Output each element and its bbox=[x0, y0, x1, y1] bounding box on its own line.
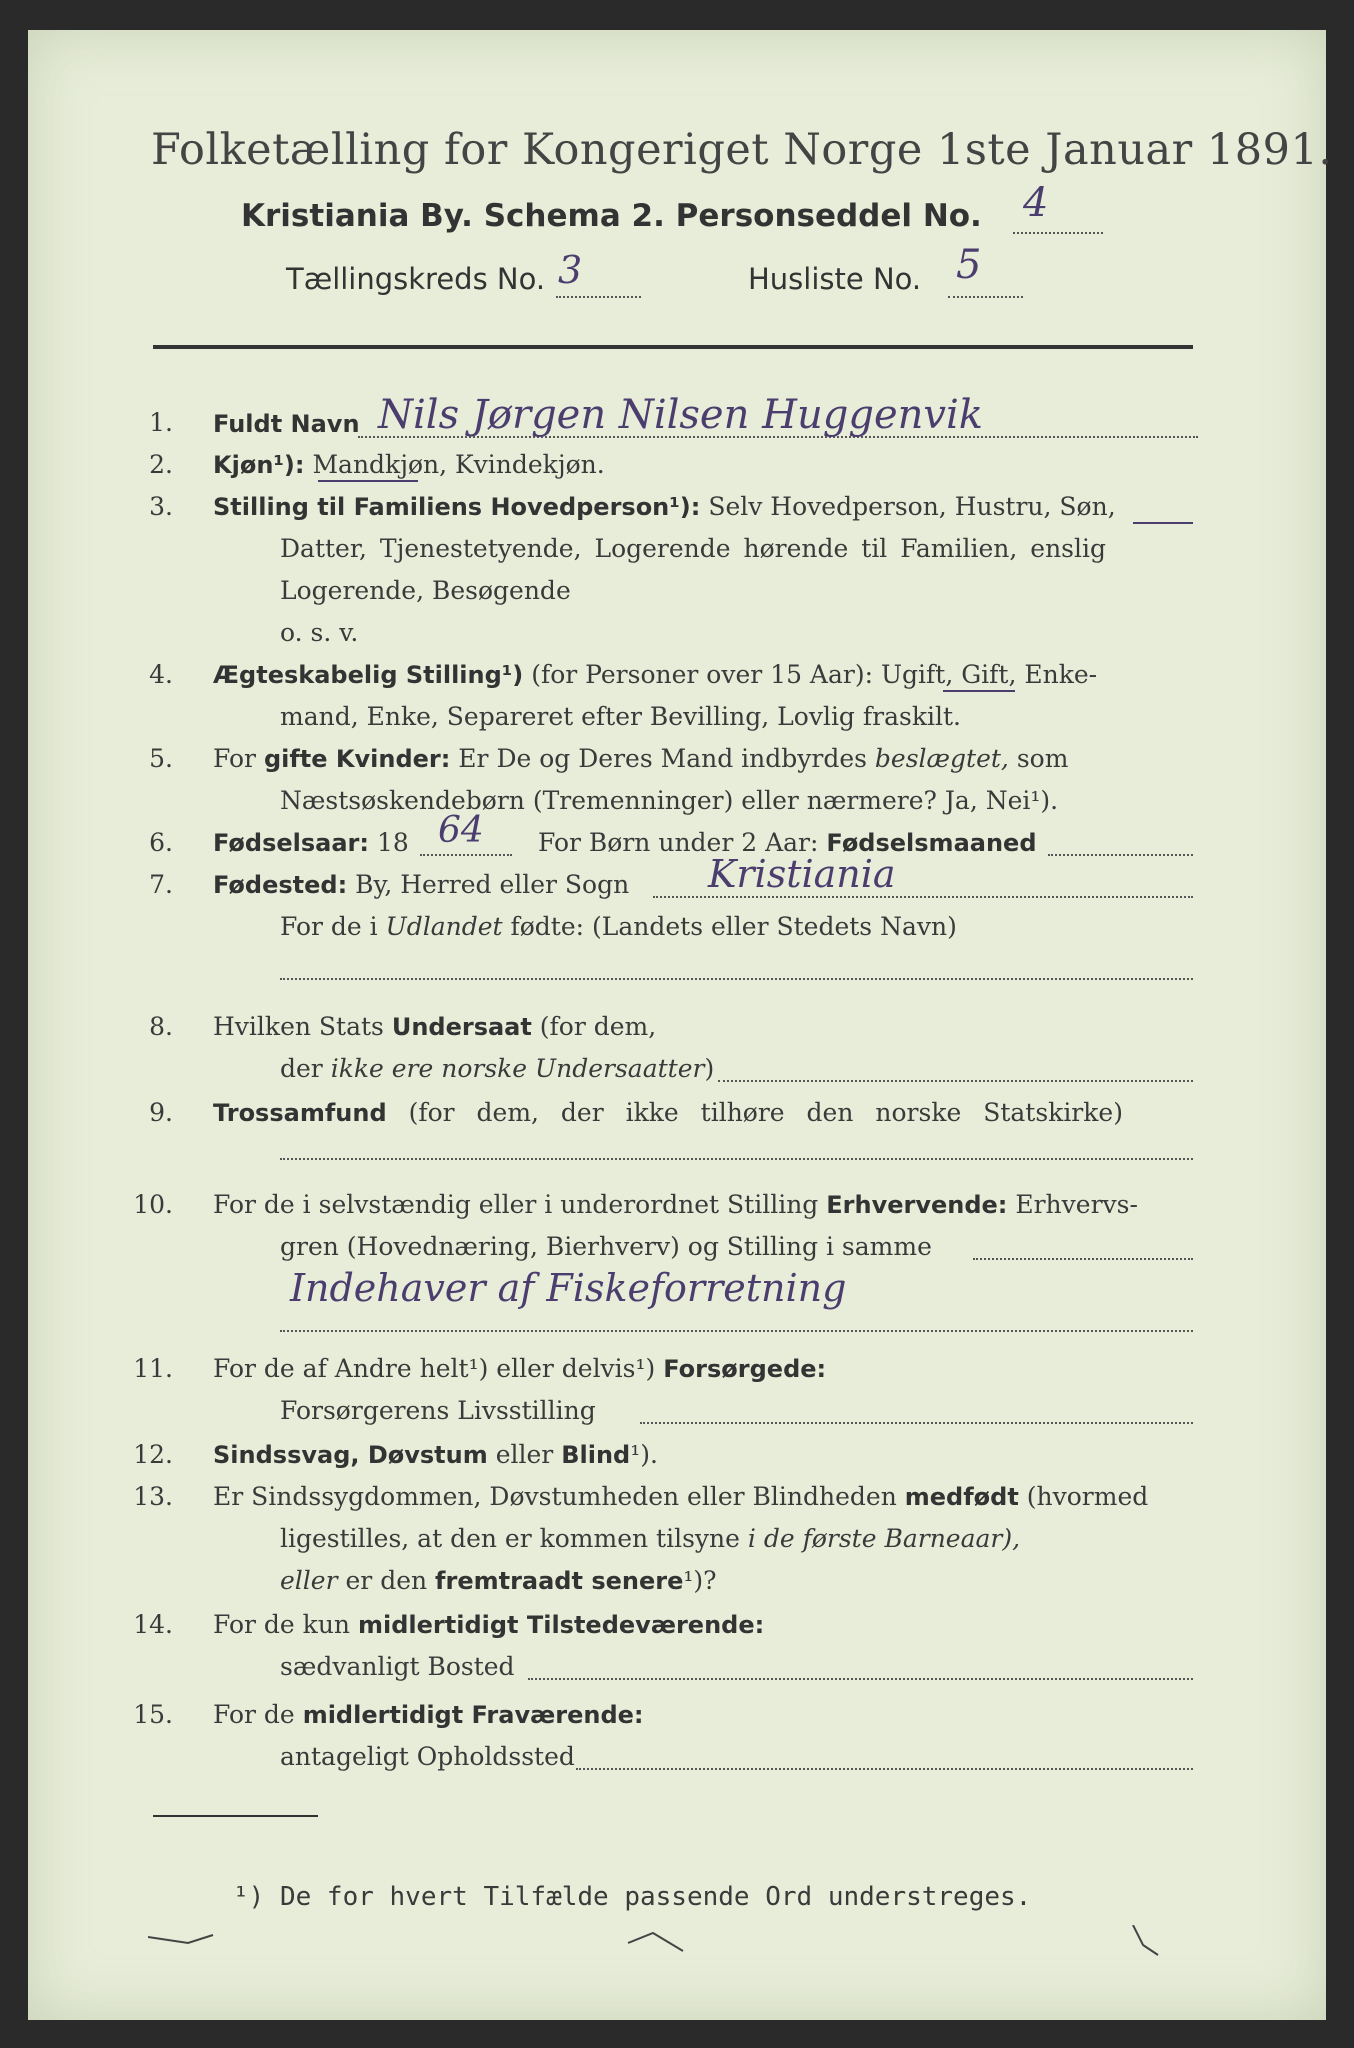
item-3-line-1 bbox=[213, 492, 1116, 521]
item-5-label: gifte Kvinder: bbox=[263, 745, 451, 773]
item-5-line-1 bbox=[213, 744, 1068, 773]
husliste-dots bbox=[948, 296, 1023, 298]
item-4-text-1: (for Personer over 15 Aar): Ugift, Gift, Enke- bbox=[531, 660, 1098, 689]
item-13-label-2: fremtraadt senere bbox=[435, 1567, 684, 1595]
item-14-pre: For de kun bbox=[213, 1610, 351, 1639]
item-12-mid: eller bbox=[495, 1440, 554, 1469]
item-1-value: Nils Jørgen Nilsen Huggenvik bbox=[378, 392, 983, 438]
item-8-italic: ikke ere norske Undersaatter bbox=[330, 1054, 705, 1083]
item-15-dots bbox=[576, 1768, 1193, 1770]
personseddel-dots bbox=[1013, 232, 1103, 234]
item-12-number: 12. bbox=[133, 1440, 173, 1469]
item-5-number: 5. bbox=[149, 744, 173, 773]
item-8-text-2b: ) bbox=[704, 1054, 715, 1083]
item-8-line-1 bbox=[213, 1012, 656, 1041]
item-3-label: Stilling til Familiens Hovedperson¹): bbox=[213, 493, 701, 521]
husliste-label: Husliste No. bbox=[748, 262, 922, 296]
item-13-italic-2: eller bbox=[280, 1566, 338, 1595]
item-13-text-2a: ligestilles, at den er kommen tilsyne bbox=[280, 1524, 740, 1553]
item-2-options: Mandkjøn, Kvindekjøn. bbox=[312, 450, 605, 479]
item-14-text-2: sædvanligt Bosted bbox=[280, 1652, 515, 1681]
item-2-label: Kjøn¹): bbox=[213, 451, 305, 479]
item-5-italic: beslægtet, bbox=[874, 744, 1009, 773]
item-13-line-3 bbox=[280, 1566, 717, 1595]
item-13-line-1 bbox=[213, 1482, 1148, 1511]
item-7-line-1 bbox=[213, 870, 629, 899]
item-4-number: 4. bbox=[149, 660, 173, 689]
item-12-label: Sindssvag, Døvstum bbox=[213, 1441, 488, 1469]
item-9-label: Trossamfund bbox=[213, 1099, 387, 1127]
item-7-text-1: By, Herred eller Sogn bbox=[355, 870, 630, 899]
item-6-year-dots bbox=[420, 854, 512, 856]
census-form-sheet bbox=[28, 30, 1333, 2020]
item-12-end: ¹). bbox=[630, 1440, 658, 1469]
item-8-text-2a: der bbox=[280, 1054, 323, 1083]
item-14-number: 14. bbox=[133, 1610, 173, 1639]
item-14-dots bbox=[528, 1678, 1193, 1680]
item-1-label: Fuldt Navn bbox=[213, 410, 360, 438]
item-6-label-2: Fødselsmaaned bbox=[826, 829, 1037, 857]
item-10-dots bbox=[973, 1258, 1193, 1260]
item-8-pre: Hvilken Stats bbox=[213, 1012, 384, 1041]
margin-marks bbox=[148, 1925, 1248, 1985]
item-7-text-2a: For de i bbox=[280, 912, 378, 941]
item-11-text-2: Forsørgerens Livsstilling bbox=[280, 1396, 596, 1425]
item-3-text-2: Datter, Tjenestetyende, Logerende hørende til Familien, enslig bbox=[280, 534, 1107, 563]
item-4-underline bbox=[943, 690, 1015, 692]
item-2-number: 2. bbox=[149, 450, 173, 479]
krets-label: Tællingskreds No. bbox=[286, 262, 546, 296]
item-5-pre: For bbox=[213, 744, 256, 773]
krets-number: 3 bbox=[558, 248, 583, 292]
item-6-year-value: 64 bbox=[438, 810, 484, 851]
item-7-line-2 bbox=[280, 912, 957, 941]
item-14-label: midlertidigt Tilstedeværende: bbox=[357, 1611, 765, 1639]
footnote-rule bbox=[153, 1815, 318, 1817]
item-13-text-3a: er den bbox=[345, 1566, 428, 1595]
item-15-label: midlertidigt Fraværende: bbox=[302, 1701, 644, 1729]
item-15-text-2: antageligt Opholdssted bbox=[280, 1742, 575, 1771]
item-6-number: 6. bbox=[149, 828, 173, 857]
item-11-number: 11. bbox=[133, 1354, 173, 1383]
item-7-abroad-dots bbox=[280, 978, 1193, 980]
item-13-line-2 bbox=[280, 1524, 1020, 1553]
item-4-text-2: mand, Enke, Separeret efter Bevilling, Lovlig fraskilt. bbox=[280, 702, 961, 731]
item-12-label-2: Blind bbox=[561, 1441, 631, 1469]
item-7-label: Fødested: bbox=[213, 871, 348, 899]
item-14-line-1 bbox=[213, 1610, 764, 1639]
footnote: ¹) De for hvert Tilfælde passende Ord understreges. bbox=[233, 1882, 1032, 1912]
item-7-dots bbox=[653, 896, 1193, 898]
krets-dots bbox=[556, 296, 641, 298]
item-6-line bbox=[213, 828, 409, 857]
item-8-line-2 bbox=[280, 1054, 714, 1083]
item-1-number: 1. bbox=[149, 408, 173, 437]
item-9-number: 9. bbox=[149, 1098, 173, 1127]
item-10-label: Erhvervende: bbox=[826, 1191, 1008, 1219]
item-3-text-3: Logerende, Besøgende bbox=[280, 576, 571, 605]
item-11-label: Forsørgede: bbox=[663, 1355, 827, 1383]
item-6-mid-text: For Børn under 2 Aar: bbox=[538, 828, 819, 857]
item-4-label: Ægteskabelig Stilling¹) bbox=[213, 661, 524, 689]
item-15-line-1 bbox=[213, 1700, 644, 1729]
item-12-line bbox=[213, 1440, 658, 1469]
item-4-line-1 bbox=[213, 660, 1097, 689]
item-10-text-1b: Erhvervs- bbox=[1015, 1190, 1138, 1219]
item-8-number: 8. bbox=[149, 1012, 173, 1041]
item-10-text-1a: For de i selvstændig eller i underordnet Stilling bbox=[213, 1190, 819, 1219]
item-6-prefix: 18 bbox=[376, 828, 409, 857]
item-9-line bbox=[213, 1098, 1123, 1127]
item-15-pre: For de bbox=[213, 1700, 295, 1729]
item-3-underline bbox=[1133, 522, 1193, 524]
form-title: Folketælling for Kongeriget Norge 1ste Januar 1891. bbox=[151, 125, 1333, 175]
item-10-number: 10. bbox=[133, 1190, 173, 1219]
item-8-dots bbox=[718, 1080, 1193, 1082]
item-3-text-1: Selv Hovedperson, Hustru, Søn, bbox=[708, 492, 1116, 521]
item-13-text-1b: (hvormed bbox=[1026, 1482, 1149, 1511]
item-2-underline bbox=[318, 480, 418, 482]
item-13-text-3b: ¹)? bbox=[683, 1566, 717, 1595]
item-9-text: (for dem, der ikke tilhøre den norske Statskirke) bbox=[408, 1098, 1123, 1127]
item-10-text-2: gren (Hovednæring, Bierhverv) og Stilling i samme bbox=[280, 1232, 932, 1261]
schema-prefix: Kristiania By. Schema 2. Personseddel No. bbox=[241, 198, 982, 234]
item-8-text-1: (for dem, bbox=[539, 1012, 657, 1041]
item-10-line-1 bbox=[213, 1190, 1138, 1219]
item-5-text-1: Er De og Deres Mand indbyrdes bbox=[458, 744, 867, 773]
item-11-dots bbox=[640, 1422, 1193, 1424]
item-7-number: 7. bbox=[149, 870, 173, 899]
schema-line bbox=[241, 198, 982, 234]
item-13-text-1a: Er Sindssygdommen, Døvstumheden eller Blindheden bbox=[213, 1482, 897, 1511]
item-13-label: medfødt bbox=[904, 1483, 1019, 1511]
item-6-label: Fødselsaar: bbox=[213, 829, 369, 857]
item-5-end: som bbox=[1016, 744, 1069, 773]
item-9-dots bbox=[280, 1158, 1193, 1160]
item-3-number: 3. bbox=[149, 492, 173, 521]
item-7-text-2b: fødte: (Landets eller Stedets Navn) bbox=[510, 912, 957, 941]
item-8-label: Undersaat bbox=[391, 1013, 532, 1041]
header-rule bbox=[153, 345, 1193, 349]
item-11-text-1: For de af Andre helt¹) eller delvis¹) bbox=[213, 1354, 656, 1383]
item-7-value: Kristiania bbox=[708, 852, 896, 896]
item-5-text-2: Næstsøskendebørn (Tremenninger) eller nærmere? Ja, Nei¹). bbox=[280, 786, 1059, 815]
item-10-value: Indehaver af Fiskeforretning bbox=[290, 1266, 847, 1310]
item-11-line-1 bbox=[213, 1354, 826, 1383]
personseddel-number: 4 bbox=[1023, 180, 1049, 226]
item-10-dots-2 bbox=[280, 1330, 1193, 1332]
item-6-month-dots bbox=[1048, 854, 1193, 856]
item-2-line bbox=[213, 450, 605, 479]
item-15-number: 15. bbox=[133, 1700, 173, 1729]
item-13-italic: i de første Barneaar), bbox=[747, 1524, 1021, 1553]
husliste-number: 5 bbox=[956, 242, 982, 288]
item-13-number: 13. bbox=[133, 1482, 173, 1511]
item-7-italic: Udlandet bbox=[385, 912, 503, 941]
item-3-text-4: o. s. v. bbox=[280, 618, 359, 647]
